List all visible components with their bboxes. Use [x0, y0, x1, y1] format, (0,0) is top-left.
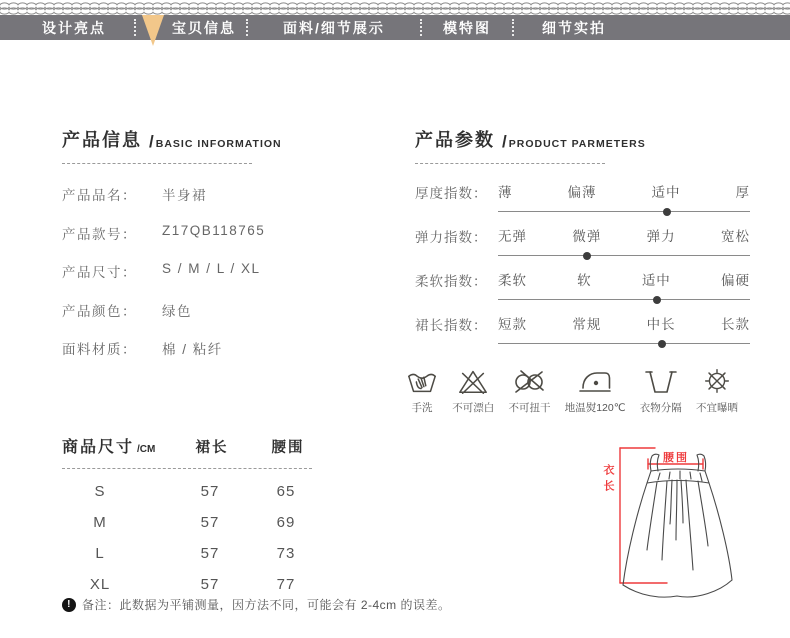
indicator-track-line: [498, 299, 750, 300]
size-cell: S: [94, 483, 106, 500]
care-label: 衣物分隔: [639, 402, 682, 414]
care-item: [406, 366, 438, 415]
size-table-header: [62, 434, 372, 457]
indicator-row-thickness: [415, 181, 750, 212]
size-table-unit: /CM: [137, 444, 156, 455]
nav-item-detail-photos[interactable]: [514, 15, 634, 40]
indicator-row-softness: [415, 269, 750, 300]
indicator-option: 适中: [641, 273, 671, 288]
indicator-label: 柔软指数：: [415, 274, 488, 289]
info-row: [62, 338, 362, 358]
care-item: [452, 366, 494, 415]
length-cell: 57: [200, 545, 220, 562]
waist-cell: 69: [276, 514, 296, 531]
indicator-option: 偏硬: [720, 273, 750, 288]
skirt-measurement-diagram: [585, 428, 785, 603]
info-label: 产品颜色：: [62, 303, 137, 319]
size-table-title-cell: [62, 434, 174, 457]
section-title: 产品信息: [62, 130, 142, 150]
no-wring-icon: [511, 366, 547, 396]
info-row: [62, 261, 362, 281]
parameters-section: [411, 126, 750, 415]
basic-info-section: [62, 126, 362, 358]
indicator-option: 微弹: [572, 229, 602, 244]
dashed-divider: [62, 468, 312, 469]
measurement-note: [62, 596, 451, 613]
table-row: [62, 514, 372, 531]
waist-cell: 77: [276, 576, 296, 593]
info-row: [62, 184, 362, 204]
size-cell: L: [95, 545, 105, 562]
info-label: 面料材质：: [62, 342, 137, 357]
indicator-option: 中长: [646, 317, 676, 332]
care-instructions-row: [406, 366, 738, 415]
indicator-track-line: [498, 211, 750, 212]
indicator-dot: [658, 340, 666, 348]
info-value: Z17QB118765: [162, 222, 266, 238]
indicator-row-elasticity: [415, 225, 750, 256]
nav-item-label: 细节实拍: [542, 19, 606, 36]
indicator-option: 适中: [651, 185, 681, 200]
nav-item-label: 面料/细节展示: [283, 19, 385, 36]
hand-wash-icon: [406, 366, 438, 396]
column-header-waist: 腰围: [271, 440, 305, 456]
indicator-option: 长款: [720, 317, 750, 332]
dashed-divider: [62, 163, 252, 164]
low-temp-iron-icon: [578, 366, 612, 396]
indicator-option: 宽松: [720, 229, 750, 244]
info-label: 产品品名：: [62, 188, 137, 203]
indicator-label: 弹力指数：: [415, 230, 488, 245]
nav-item-label: 宝贝信息: [172, 19, 236, 36]
nav-item-design-highlights[interactable]: [14, 15, 134, 40]
care-item: [696, 366, 738, 415]
indicator-dot: [663, 208, 671, 216]
length-cell: 57: [200, 576, 220, 593]
care-item: [565, 366, 626, 415]
nav-item-model-photos[interactable]: [422, 15, 512, 40]
waist-cell: 73: [276, 545, 296, 562]
indicator-scale: [498, 269, 750, 300]
info-value: S / M / L / XL: [162, 261, 261, 276]
care-label: 不宜曝晒: [695, 402, 738, 414]
indicator-option: 短款: [498, 317, 527, 332]
size-table-section: [62, 434, 372, 593]
size-cell: XL: [89, 576, 111, 593]
care-item: [508, 366, 550, 415]
indicator-dot: [653, 296, 661, 304]
section-navbar: [0, 15, 790, 40]
nav-item-product-info[interactable]: [136, 15, 246, 40]
indicator-option: 软: [577, 273, 592, 288]
length-cell: 57: [200, 514, 220, 531]
dashed-divider: [415, 163, 605, 164]
parameters-header: [415, 126, 750, 152]
info-label: 产品款号：: [62, 226, 137, 242]
indicator-option: 偏薄: [567, 185, 597, 200]
table-row: [62, 576, 372, 593]
note-text: 备注：此数据为平铺测量，因方法不同，可能会有 2-4cm 的误差。: [82, 598, 451, 612]
slash-divider: /: [149, 132, 154, 151]
nav-item-fabric-details[interactable]: [248, 15, 420, 40]
indicator-row-skirt-length: [415, 313, 750, 344]
info-label: 产品尺寸：: [62, 265, 137, 280]
info-value: 棉 / 粘纤: [162, 342, 223, 357]
slash-divider: /: [502, 132, 507, 151]
care-label: 手洗: [411, 402, 433, 414]
no-bleach-icon: [457, 366, 489, 396]
nav-item-label: 设计亮点: [42, 19, 106, 36]
info-value: 绿色: [162, 303, 192, 319]
care-item: [640, 366, 682, 415]
indicator-option: 薄: [498, 185, 513, 200]
size-table-title: 商品尺寸: [62, 439, 135, 456]
waist-cell: 65: [276, 483, 296, 500]
indicator-scale: [498, 225, 750, 256]
size-cell: M: [93, 514, 107, 531]
chain-border: [0, 2, 790, 15]
indicator-option: 无弹: [498, 229, 527, 244]
indicator-option: 弹力: [646, 229, 676, 244]
table-row: [62, 483, 372, 500]
indicator-label: 裙长指数：: [415, 318, 488, 333]
care-label: 不可漂白: [452, 402, 495, 414]
indicator-track-line: [498, 255, 750, 256]
nav-item-label: 模特图: [443, 19, 491, 36]
indicator-option: 常规: [572, 317, 602, 332]
indicator-track-line: [498, 343, 750, 344]
section-subtitle: BASIC INFORMATION: [155, 138, 282, 150]
length-measure-label: 衣长: [602, 464, 614, 496]
no-sun-exposure-icon: [701, 366, 733, 396]
section-subtitle: PRODUCT PARMETERS: [508, 138, 646, 150]
length-cell: 57: [200, 483, 220, 500]
indicator-option: 柔软: [498, 273, 527, 288]
exclamation-icon: !: [62, 598, 76, 612]
info-row: [62, 300, 362, 320]
care-label: 地温熨120℃: [564, 402, 626, 414]
indicator-dot: [583, 252, 591, 260]
waist-measure-label: 腰围: [663, 452, 689, 464]
info-row: [62, 223, 362, 243]
separate-wash-icon: [644, 366, 678, 396]
indicator-label: 厚度指数：: [415, 186, 488, 201]
section-title: 产品参数: [415, 130, 495, 150]
care-label: 不可扭干: [508, 402, 551, 414]
basic-info-header: [62, 126, 362, 152]
info-value: 半身裙: [162, 188, 207, 203]
table-row: [62, 545, 372, 562]
indicator-scale: [498, 313, 750, 344]
indicator-scale: [498, 181, 750, 212]
active-arrow-icon: [142, 15, 164, 46]
column-header-skirt-length: 裙长: [195, 440, 229, 456]
indicator-option: 厚: [735, 185, 750, 200]
